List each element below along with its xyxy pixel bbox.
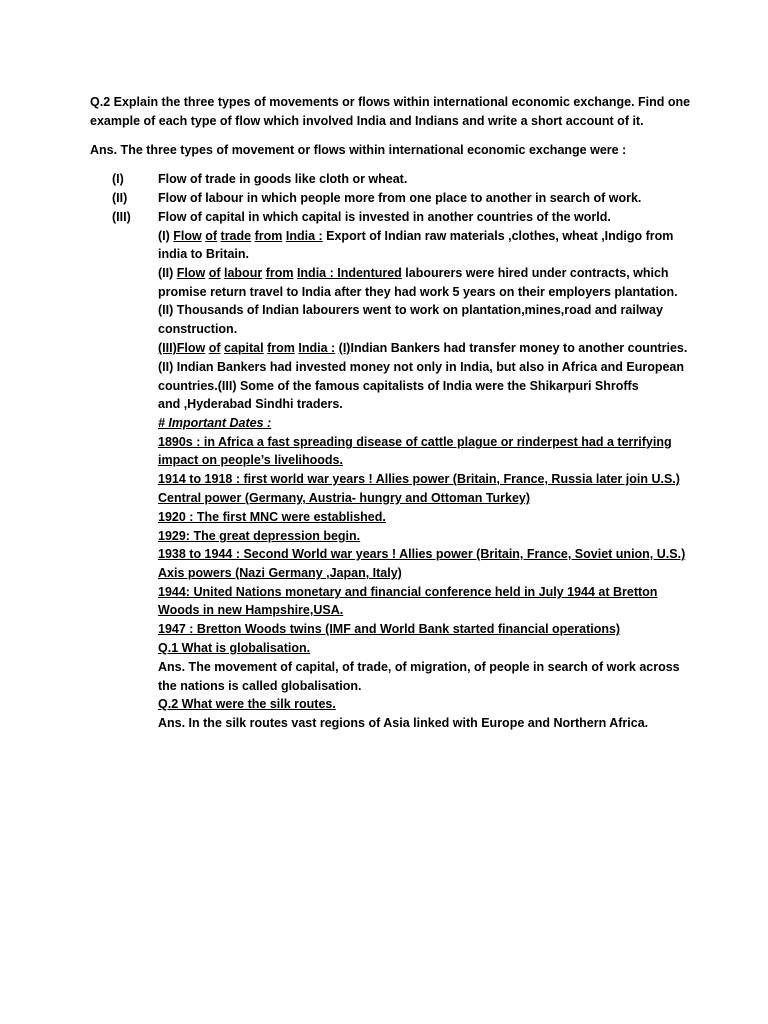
date-line: 1920 : The first MNC were established. xyxy=(158,510,386,524)
labour-example-line-4: construction. xyxy=(158,322,238,336)
date-line: Central power (Germany, Austria- hungry and Ottoman Turkey) xyxy=(158,491,531,505)
flow-item-text: Flow of labour in which people more from one place to another in search of work. xyxy=(158,191,642,205)
capital-example-line-2: (II) Indian Bankers had invested money not only in India, but also in Africa and European xyxy=(158,360,685,374)
answer-intro: Ans. The three types of movement or flows within international economic exchange were : xyxy=(90,143,627,157)
flow-number: (II) xyxy=(112,191,128,205)
q1-answer-line-2: the nations is called globalisation. xyxy=(158,679,362,693)
date-line: 1944: United Nations monetary and financial conference held in July 1944 at Bretton xyxy=(158,585,658,599)
q2-answer: Ans. In the silk routes vast regions of Asia linked with Europe and Northern Africa. xyxy=(158,716,649,730)
trade-example-line-1: (I) Flow of trade from India : Export of Indian raw materials ,clothes, wheat ,Indigo from xyxy=(158,229,674,243)
date-line: impact on people’s livelihoods. xyxy=(158,453,343,467)
question-line-2: example of each type of flow which involved India and Indians and write a short account of it. xyxy=(90,114,644,128)
flow-item-text: Flow of capital in which capital is invested in another countries of the world. xyxy=(158,210,611,224)
q2-question: Q.2 What were the silk routes. xyxy=(158,697,336,711)
date-line: 1914 to 1918 : first world war years ! Allies power (Britain, France, Russia later join U.S.) xyxy=(158,472,680,486)
date-line: 1890s : in Africa a fast spreading disease of cattle plague or rinderpest had a terrifying xyxy=(158,435,672,449)
flow-number: (I) xyxy=(112,172,124,186)
labour-example-line-2: promise return travel to India after they had work 5 years on their employers plantation. xyxy=(158,285,678,299)
q1-answer-line-1: Ans. The movement of capital, of trade, of migration, of people in search of work across xyxy=(158,660,680,674)
important-dates-heading: # Important Dates : xyxy=(158,416,272,430)
labour-example-line-1: (II) Flow of labour from India : Indentured labourers were hired under contracts, which xyxy=(158,266,669,280)
date-line: Woods in new Hampshire,USA. xyxy=(158,603,344,617)
capital-example-line-4: and ,Hyderabad Sindhi traders. xyxy=(158,397,343,411)
flow-number: (III) xyxy=(112,210,131,224)
capital-example-line-1: (III)Flow of capital from India : (I)Indian Bankers had transfer money to another countries. xyxy=(158,341,688,355)
labour-example-line-3: (II) Thousands of Indian labourers went to work on plantation,mines,road and railway xyxy=(158,303,663,317)
date-line: 1929: The great depression begin. xyxy=(158,529,361,543)
question-line-1: Q.2 Explain the three types of movements or flows within international economic exchange. Find one xyxy=(90,95,691,109)
trade-example-line-2: india to Britain. xyxy=(158,247,249,261)
flow-item-text: Flow of trade in goods like cloth or wheat. xyxy=(158,172,408,186)
q1-question: Q.1 What is globalisation. xyxy=(158,641,311,655)
date-line: Axis powers (Nazi Germany ,Japan, Italy) xyxy=(158,566,402,580)
capital-example-line-3: countries.(III) Some of the famous capitalists of India were the Shikarpuri Shroffs xyxy=(158,379,639,393)
date-line: 1947 : Bretton Woods twins (IMF and World Bank started financial operations) xyxy=(158,622,621,636)
date-line: 1938 to 1944 : Second World war years ! Allies power (Britain, France, Soviet union, U.S.) xyxy=(158,547,686,561)
